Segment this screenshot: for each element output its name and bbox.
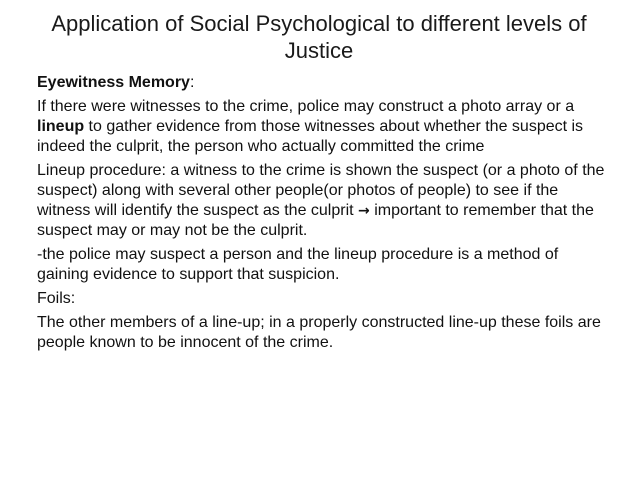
bold-text: Eyewitness Memory xyxy=(37,74,190,91)
text-run: Foils: xyxy=(37,290,76,307)
text-run: -the police may suspect a person and the lineup procedure is a method of gaining evidence to support that suspicion. xyxy=(37,246,559,283)
text-run: Lineup procedure: a witness to the crime is shown the suspect (or a photo of the suspect) along with several other people(or photos of people) to see if the witness will identify the suspect as the culprit xyxy=(37,162,605,219)
text-run: to gather evidence from those witnesses about whether the suspect is indeed the culprit, the person who actually committed the crime xyxy=(37,118,584,155)
body-paragraph xyxy=(37,73,612,93)
body-paragraph xyxy=(37,97,612,157)
body-paragraph xyxy=(37,313,612,353)
text-run: important to remember that the suspect may or may not be the culprit. xyxy=(37,202,594,239)
bold-text: lineup xyxy=(37,118,85,135)
body-paragraph xyxy=(37,161,612,241)
slide-body xyxy=(37,73,612,357)
arrow-icon: → xyxy=(358,203,370,219)
body-paragraph xyxy=(37,245,612,285)
text-run: : xyxy=(189,74,195,91)
body-paragraph xyxy=(37,289,612,309)
text-run: The other members of a line-up; in a properly constructed line-up these foils are people known to be innocent of the crime. xyxy=(37,314,601,351)
text-run: If there were witnesses to the crime, police may construct a photo array or a xyxy=(37,98,575,115)
slide-title: Application of Social Psychological to different levels of Justice xyxy=(51,11,587,63)
